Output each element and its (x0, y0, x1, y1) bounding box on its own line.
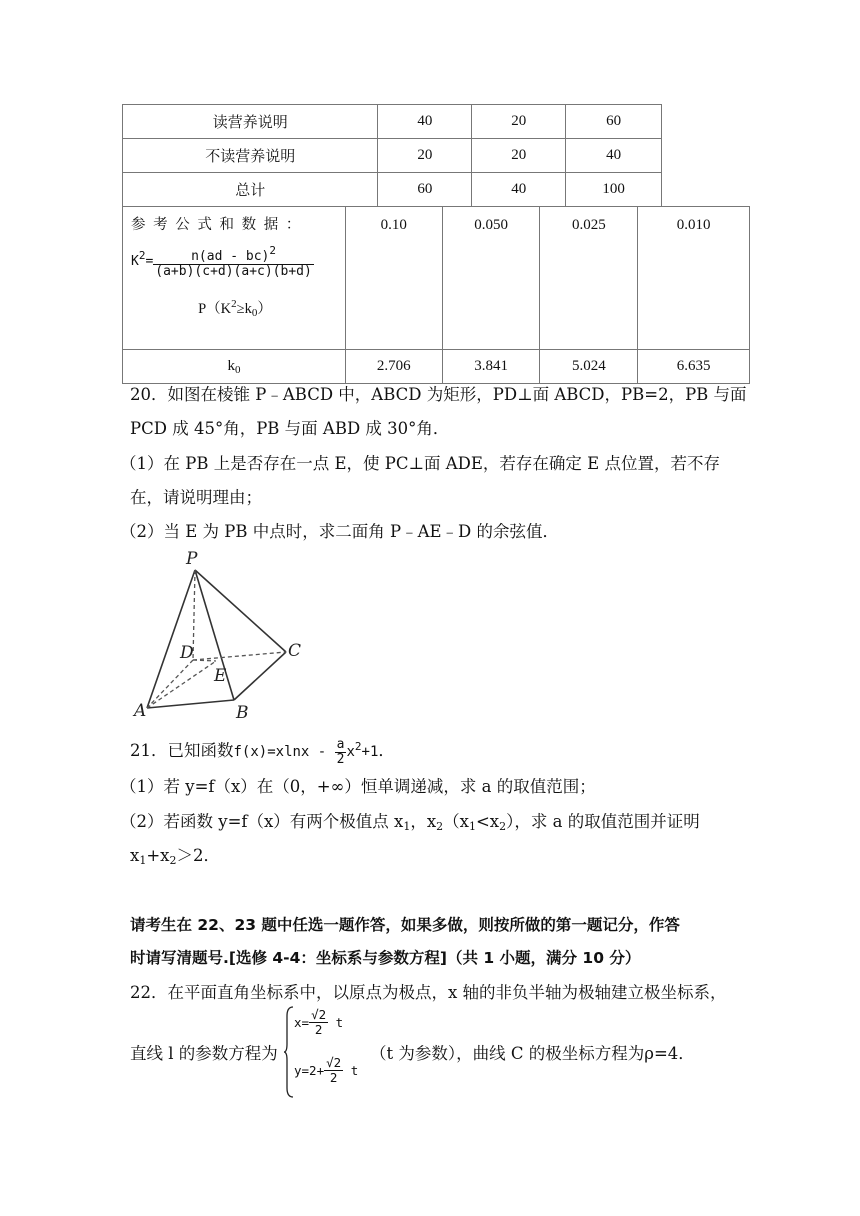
cell: 60 (378, 173, 472, 207)
row-label: 读营养说明 (123, 105, 378, 139)
label-d: D (180, 643, 194, 663)
critical-value-table (122, 206, 750, 384)
section-instruction-1: 请考生在 22、23 题中任选一题作答，如果多做，则按所做的第一题记分，作答 (130, 916, 680, 934)
q21-function: f(x)=xlnx - $\frac{a}{2}$ $x^2+1$ (233, 736, 379, 767)
cell: 40 (378, 105, 472, 139)
edge-bc (234, 652, 286, 700)
pyramid-figure (130, 548, 320, 723)
table-row (123, 350, 750, 384)
formula-cell (123, 207, 346, 350)
edge-pa (147, 570, 195, 708)
q20-part-2: （2）当 E 为 PB 中点时，求二面角 P﹣AE﹣D 的余弦值． (120, 522, 560, 541)
parametric-equations (284, 1006, 364, 1096)
edge-dc (193, 652, 286, 660)
table-row (123, 139, 662, 173)
equation-x: x= $\frac{√2}{2}$ t (294, 1007, 344, 1037)
k-value: 2.706 (345, 350, 442, 384)
q22-prefix: 直线 l 的参数方程为 (130, 1044, 278, 1063)
brace-icon (284, 1006, 294, 1098)
edge-pc (195, 570, 286, 652)
k-value: 6.635 (638, 350, 750, 384)
edge-da (147, 660, 193, 708)
table-row (123, 105, 662, 139)
k-value: 5.024 (540, 350, 638, 384)
edge-ae (147, 661, 216, 708)
cell: 100 (566, 173, 662, 207)
section-instruction-2: 时请写清题号.[选修 4-4：坐标系与参数方程]（共 1 小题，满分 10 分） (130, 949, 641, 967)
cell: 40 (566, 139, 662, 173)
contingency-table (122, 104, 662, 207)
row-label: 总计 (123, 173, 378, 207)
edge-de (193, 660, 216, 661)
cell: 20 (378, 139, 472, 173)
row-label: 不读营养说明 (123, 139, 378, 173)
q20-part-1: （1）在 PB 上是否存在一点 E，使 PC⊥面 ADE，若存在确定 E 点位置，若不存 (120, 454, 720, 473)
q21-line-1: 21．已知函数f(x)=xlnx - $\frac{a}{2}$ $x^2+1$． (130, 736, 395, 767)
equation-y: y=2+ $\frac{√2}{2}$ t (294, 1055, 359, 1085)
label-a: A (134, 701, 147, 721)
edge-ab (147, 700, 234, 708)
q22-line-1: 22．在平面直角坐标系中，以原点为极点，x 轴的非负半轴为极轴建立极坐标系， (130, 983, 727, 1002)
label-p: P (186, 549, 198, 569)
table-row (123, 173, 662, 207)
q21-line-4: x1+x2＞2． (130, 846, 220, 867)
label-b: B (236, 703, 249, 723)
cell: 40 (472, 173, 566, 207)
p-value: 0.10 (345, 207, 442, 350)
q21-part-1: （1）若 y=f（x）在（0，+∞）恒单调递减，求 a 的取值范围； (120, 777, 596, 796)
q22-suffix: （t 为参数），曲线 C 的极坐标方程为ρ=4． (370, 1044, 695, 1063)
label-c: C (288, 641, 302, 661)
k-label: $k_0$ (123, 350, 346, 384)
cell: 60 (566, 105, 662, 139)
p-label: $P(K^2\ge k_0)$ (198, 298, 272, 319)
cell: 20 (472, 139, 566, 173)
cell: 20 (472, 105, 566, 139)
p-value: 0.025 (540, 207, 638, 350)
label-e: E (214, 666, 227, 686)
q20-line-1: 20．如图在棱锥 P﹣ABCD 中，ABCD 为矩形，PD⊥面 ABCD，PB=2，PB 与面 (130, 385, 747, 404)
table-row (123, 207, 750, 350)
p-value: 0.050 (442, 207, 540, 350)
q21-part-2: （2）若函数 y=f（x）有两个极值点 x1，x2（x1<x2），求 a 的取值范围并证明 (120, 812, 700, 833)
reference-header: 参 考 公 式 和 数 据 ： (131, 217, 303, 233)
q20-line-2: PCD 成 45°角，PB 与面 ABD 成 30°角． (130, 419, 450, 438)
k-value: 3.841 (442, 350, 540, 384)
k2-formula: $K^2=$ $\frac{n(ad - bc)^2}{(a+b)(c+d)(a+c)(b+d)}$ (131, 244, 312, 279)
p-value: 0.010 (638, 207, 750, 350)
q20-line-4: 在，请说明理由； (130, 488, 262, 507)
